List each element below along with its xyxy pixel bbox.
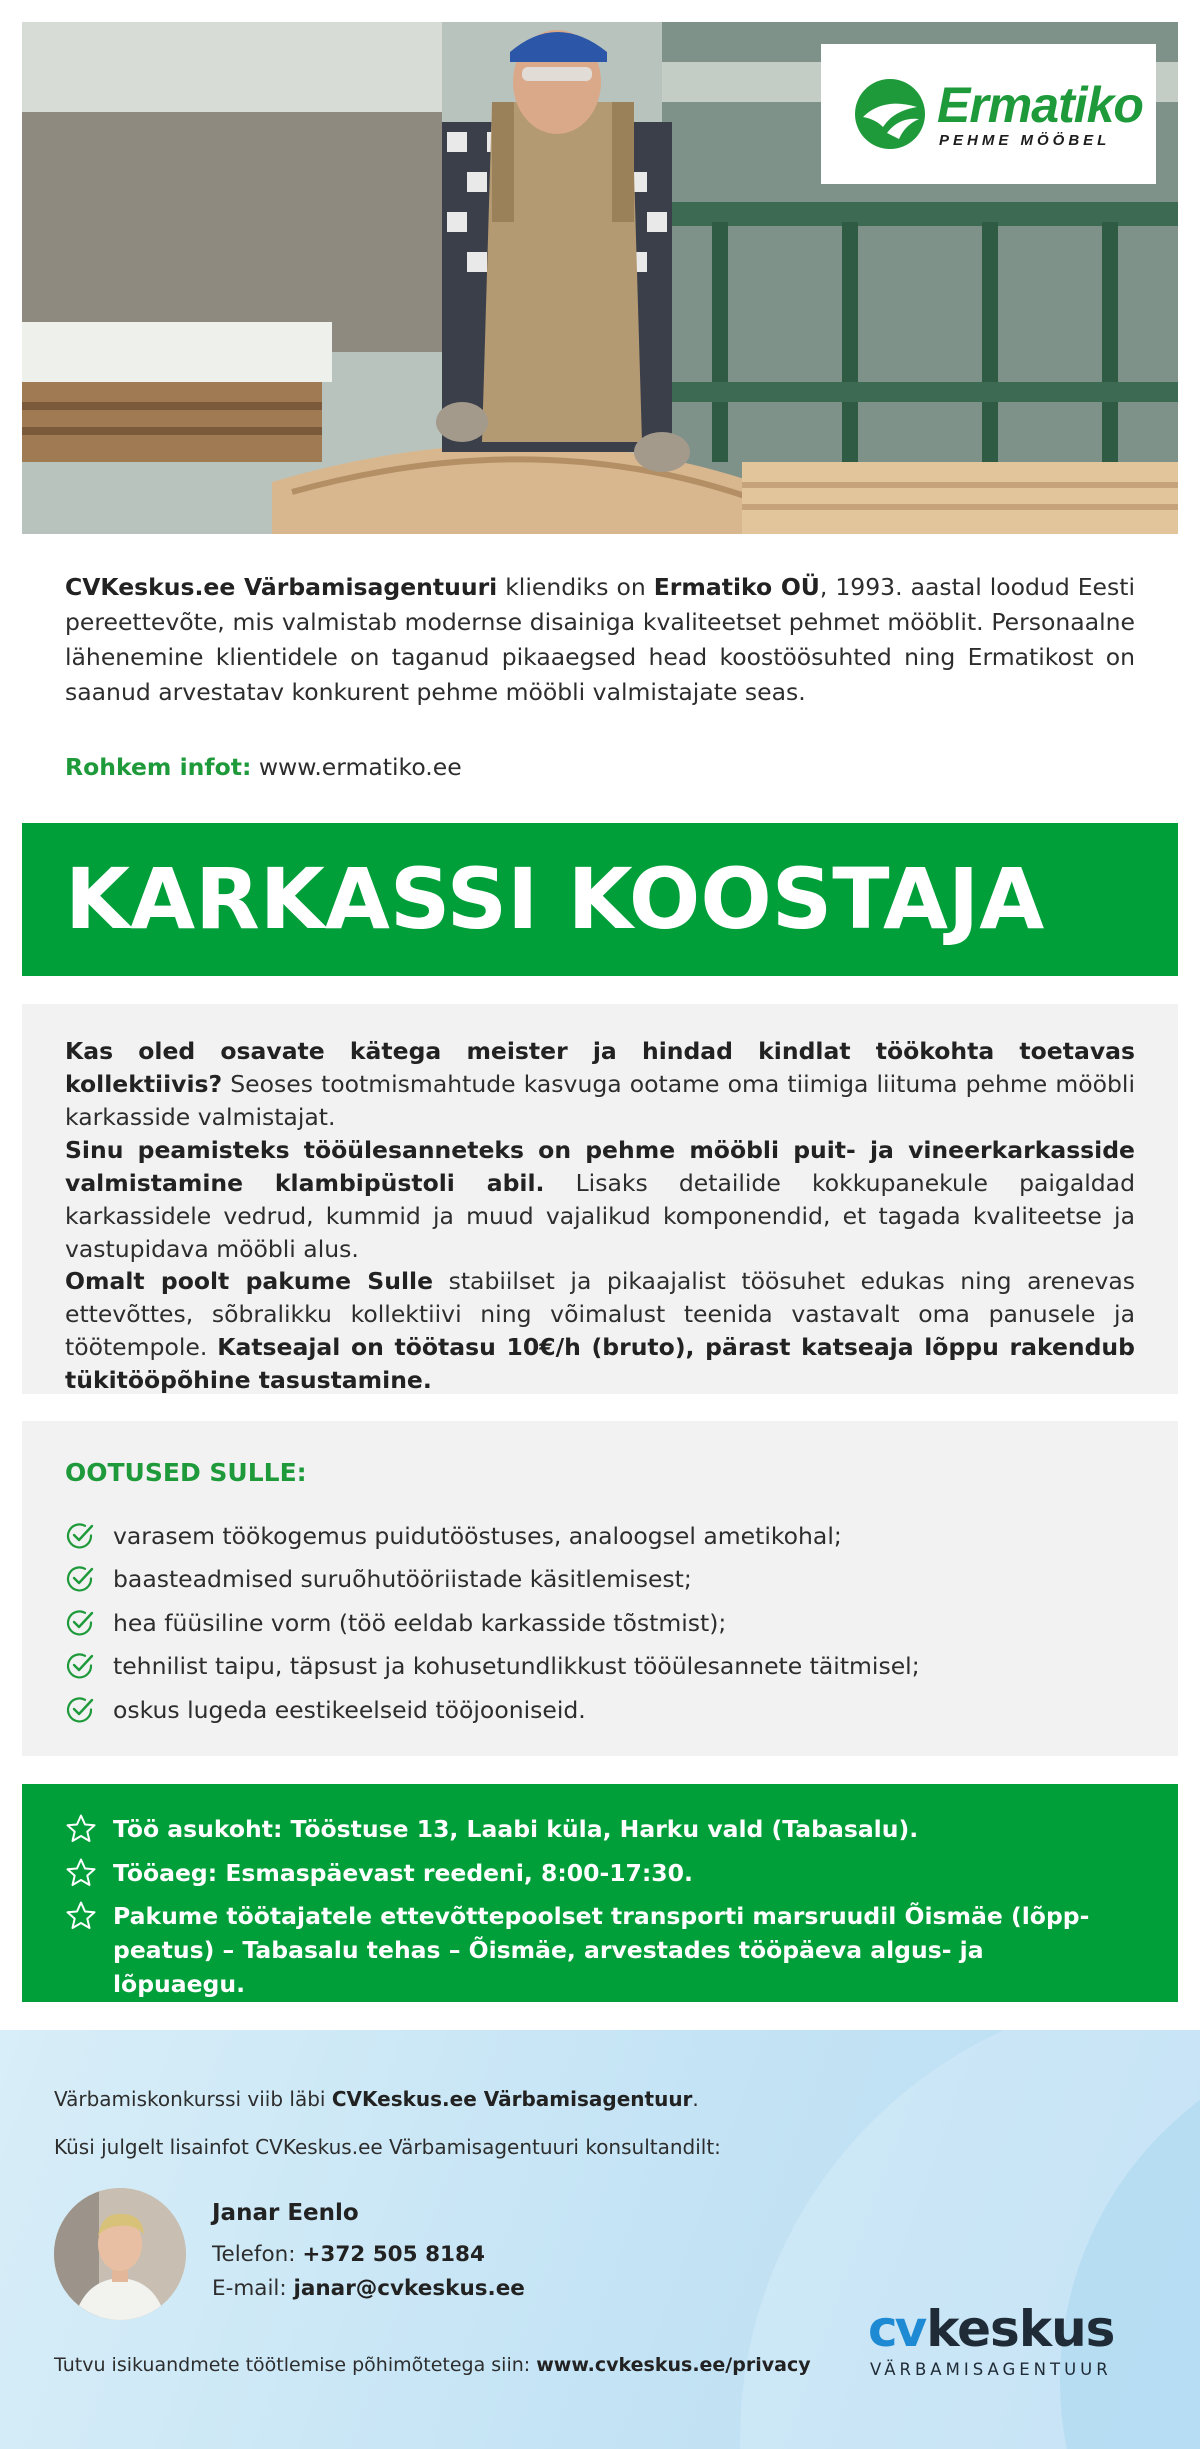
contact-name: Janar Eenlo [212, 2200, 359, 2226]
list-item [65, 1558, 920, 1602]
intro-text-2: , 1993. aastal loodud Eesti pereettevõte, mis valmistab modernse disainiga kvaliteetset pehmet mööblit. Personaalne lähenemine klientidele on taganud pikaaegsed head koostöösuhted ning Ermatikost on saanud arvestatav konkurent pehme mööbli valmistajate seas. [65, 573, 1135, 706]
requirement-text: hea füüsiline vorm (töö eeldab karkasside tõstmist); [113, 1608, 727, 1637]
intro-text-1: kliendiks on [497, 573, 654, 601]
more-info [65, 750, 462, 785]
logo-keskus: keskus [926, 2300, 1115, 2358]
brand-name: Ermatiko [937, 76, 1143, 133]
check-circle-icon [65, 1695, 95, 1725]
check-circle-icon [65, 1608, 95, 1638]
job-title: KARKASSI KOOSTAJA [65, 850, 1045, 948]
ermatiko-logo-mark-icon [853, 77, 927, 151]
check-circle-icon [65, 1521, 95, 1551]
brand-tagline: PEHME MÖÖBEL [939, 131, 1111, 149]
email-label: E-mail: [212, 2276, 294, 2301]
description-paragraph-3 [65, 1265, 1135, 1397]
info-item-hours [65, 1856, 1135, 1890]
phone-value[interactable]: +372 505 8184 [302, 2242, 485, 2267]
intro-company: Ermatiko OÜ [653, 573, 820, 601]
description-p2-text: Lisaks detailide kokkupanekule paigaldad karkassidele vedrud, kummid ja muud vajalikud komponendid, et tagada kvaliteetse ja vastupidava mööbli alus. [65, 1169, 1135, 1263]
requirements-list [65, 1514, 920, 1732]
footer-agency: CVKeskus.ee Värbamisagentuur [331, 2087, 693, 2111]
requirement-text: baasteadmised suruõhutööriistade käsitlemisest; [113, 1565, 692, 1594]
requirement-text: tehnilist taipu, täpsust ja kohusetundlikkust tööülesannete täitmisel; [113, 1652, 920, 1681]
footer-ask-info: Küsi julgelt lisainfot CVKeskus.ee Värbamisagentuuri konsultandilt: [54, 2135, 721, 2159]
requirements-heading: OOTUSED SULLE: [65, 1458, 307, 1487]
privacy-link[interactable]: www.cvkeskus.ee/privacy [536, 2354, 811, 2376]
intro-agency: CVKeskus.ee Värbamisagentuuri [65, 573, 498, 601]
contact-phone [212, 2242, 485, 2267]
info-text: Töö asukoht: Tööstuse 13, Laabi küla, Harku vald (Tabasalu). [113, 1815, 919, 1843]
info-item-transport [65, 1899, 1135, 2001]
description-p1-bold: Kas oled osavate kätega meister ja hindad kindlat töökohta toetavas kollektiivis? [65, 1037, 1135, 1098]
star-outline-icon [65, 1857, 97, 1889]
job-info-band [22, 1784, 1178, 2002]
avatar [54, 2188, 186, 2320]
description-paragraph-2 [65, 1134, 1135, 1266]
footer-line1-end: . [692, 2087, 699, 2111]
privacy-text: Tutvu isikuandmete töötlemise põhimõtetega siin: [54, 2354, 537, 2376]
privacy-notice [54, 2354, 811, 2376]
contact-email [212, 2276, 525, 2301]
hero-photo [22, 22, 1178, 534]
list-item [65, 1514, 920, 1558]
star-outline-icon [65, 1813, 97, 1845]
info-text: Tööaeg: Esmaspäevast reedeni, 8:00-17:30. [113, 1859, 693, 1887]
description-p2-bold: Sinu peamisteks tööülesanneteks on pehme mööbli puit- ja vineerkarkasside valmistamine klambipüstoli abil. [65, 1136, 1135, 1197]
check-circle-icon [65, 1651, 95, 1681]
footer-line1-text: Värbamiskonkurssi viib läbi [54, 2087, 332, 2111]
job-description [22, 1004, 1178, 1394]
star-outline-icon [65, 1900, 97, 1932]
footer-conducted-by [54, 2087, 699, 2111]
phone-label: Telefon: [212, 2242, 303, 2267]
list-item [65, 1645, 920, 1689]
logo-subtitle: VÄRBAMISAGENTUUR [870, 2360, 1112, 2379]
description-p1-text: Seoses tootmismahtude kasvuga ootame oma tiimiga liituma pehme mööbli karkasside valmistajat. [65, 1070, 1135, 1131]
intro-paragraph [65, 570, 1135, 710]
info-text: Pakume töötajatele ettevõttepoolset transporti marsruudil Õismäe (lõpp-peatus) – Tabasalu tehas – Õismäe, arvestades tööpäeva algus- ja lõpuaegu. [113, 1902, 1090, 1998]
info-item-location [65, 1812, 1135, 1846]
more-info-link[interactable]: www.ermatiko.ee [251, 753, 462, 781]
more-info-label: Rohkem infot: [65, 753, 252, 781]
ermatiko-logo [821, 44, 1156, 184]
requirements-panel [22, 1421, 1178, 1756]
description-p3-bold2: Katseajal on töötasu 10€/h (bruto), pärast katseaja lõppu rakendub tükitööpõhine tasustamine. [65, 1333, 1135, 1394]
check-circle-icon [65, 1564, 95, 1594]
list-item [65, 1601, 920, 1645]
consultant-photo [54, 2188, 186, 2320]
description-paragraph-1 [65, 1035, 1135, 1134]
description-p3-bold: Omalt poolt pakume Sulle [65, 1267, 434, 1295]
logo-cv: cv [868, 2300, 925, 2358]
cvkeskus-logo [868, 2300, 1118, 2384]
requirement-text: oskus lugeda eestikeelseid tööjooniseid. [113, 1695, 586, 1724]
list-item [65, 1688, 920, 1732]
requirement-text: varasem töökogemus puidutööstuses, analoogsel ametikohal; [113, 1521, 842, 1550]
job-title-band [22, 823, 1178, 976]
email-value[interactable]: janar@cvkeskus.ee [293, 2276, 525, 2301]
description-p3-text: stabiilset ja pikaajalist töösuhet edukas ning arenevas ettevõttes, sõbralikku kollektiivi ning võimalust teenida vastavalt oma panusele ja töötempole. [65, 1267, 1135, 1361]
